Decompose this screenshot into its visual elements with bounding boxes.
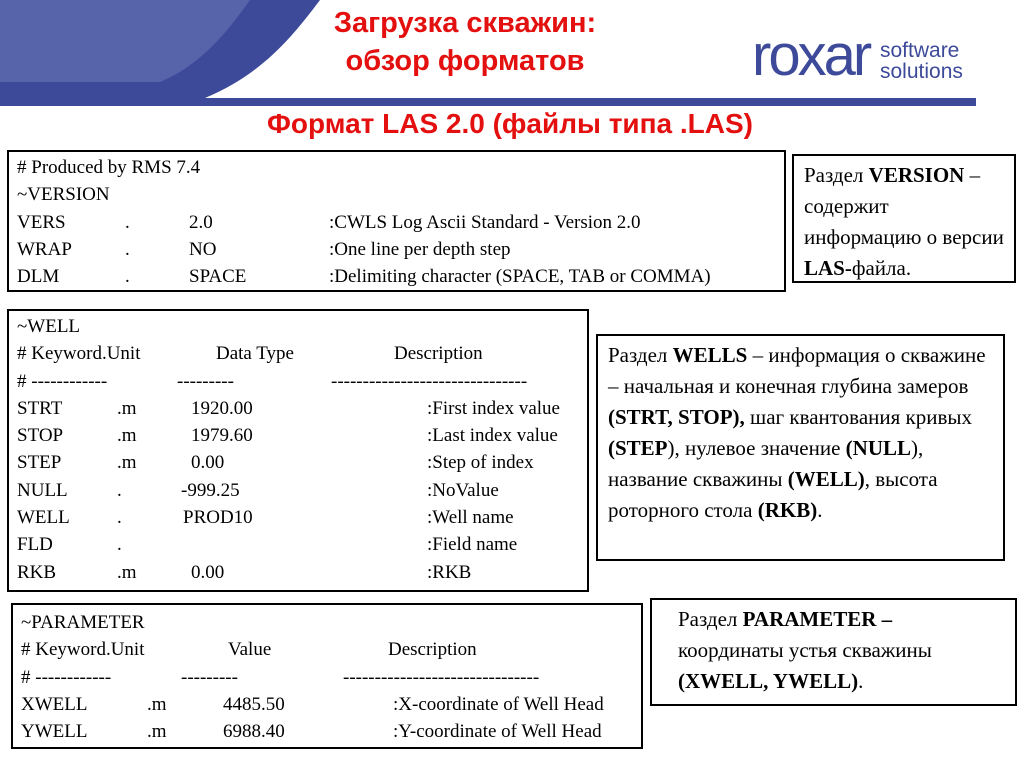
logo-tagline [880, 40, 963, 82]
code-line: XWELL .m 4485.50 :X-coordinate of Well Head [21, 693, 604, 715]
code-line: # Keyword.Unit Data Type Description [17, 343, 483, 365]
code-line: FLD . :Field name [17, 534, 518, 556]
parameter-description: Раздел PARAMETER – координаты устья скважины (XWELL, YWELL). [650, 598, 1017, 706]
code-line: YWELL .m 6988.40 :Y-coordinate of Well Head [21, 721, 602, 743]
logo-tagline-1: software [880, 39, 960, 62]
code-line: WRAP . NO :One line per depth step [17, 238, 511, 260]
code-line: RKB .m 0.00 :RKB [17, 561, 472, 583]
version-code-block [7, 150, 786, 292]
code-line: DLM . SPACE :Delimiting character (SPACE, TAB or COMMA) [17, 266, 711, 288]
code-line: # ------------ --------- ------------------------------- [17, 370, 528, 392]
code-line: STEP .m 0.00 :Step of index [17, 452, 534, 474]
logo-wordmark: roxar [752, 23, 870, 88]
code-line: # Produced by RMS 7.4 [17, 157, 201, 178]
code-line: STOP .m 1979.60 :Last index value [17, 425, 558, 447]
roxar-logo [752, 23, 992, 90]
parameter-code-block [11, 603, 643, 749]
logo-tagline-2: solutions [880, 60, 963, 83]
well-code-block [7, 309, 589, 592]
code-line: # Keyword.Unit Value Description [21, 639, 477, 661]
code-line: VERS . 2.0 :CWLS Log Ascii Standard - Version 2.0 [17, 211, 641, 233]
page-title [250, 4, 680, 80]
code-line: WELL . PROD10 :Well name [17, 507, 514, 529]
code-line: STRT .m 1920.00 :First index value [17, 397, 560, 419]
title-line-1: Загрузка скважин: [333, 7, 597, 39]
title-line-2: обзор форматов [345, 45, 585, 77]
page-subtitle: Формат LAS 2.0 (файлы типа .LAS) [266, 108, 753, 139]
code-line: # ------------ --------- ------------------------------- [21, 666, 540, 688]
code-line: NULL . -999.25 :NoValue [17, 479, 499, 501]
code-line: ~VERSION [17, 184, 110, 206]
code-line: ~PARAMETER [21, 612, 145, 633]
well-description: Раздел WELLS – информация о скважине – начальная и конечная глубина замеров (STRT, STOP), шаг квантования кривых (STEP), нулевое значение (NULL), название скважины (WELL), высота роторного стола (RKB). [596, 334, 1005, 561]
version-description: Раздел VERSION – содержит информацию о версии LAS-файла. [792, 154, 1016, 283]
code-line: ~WELL [17, 316, 81, 337]
